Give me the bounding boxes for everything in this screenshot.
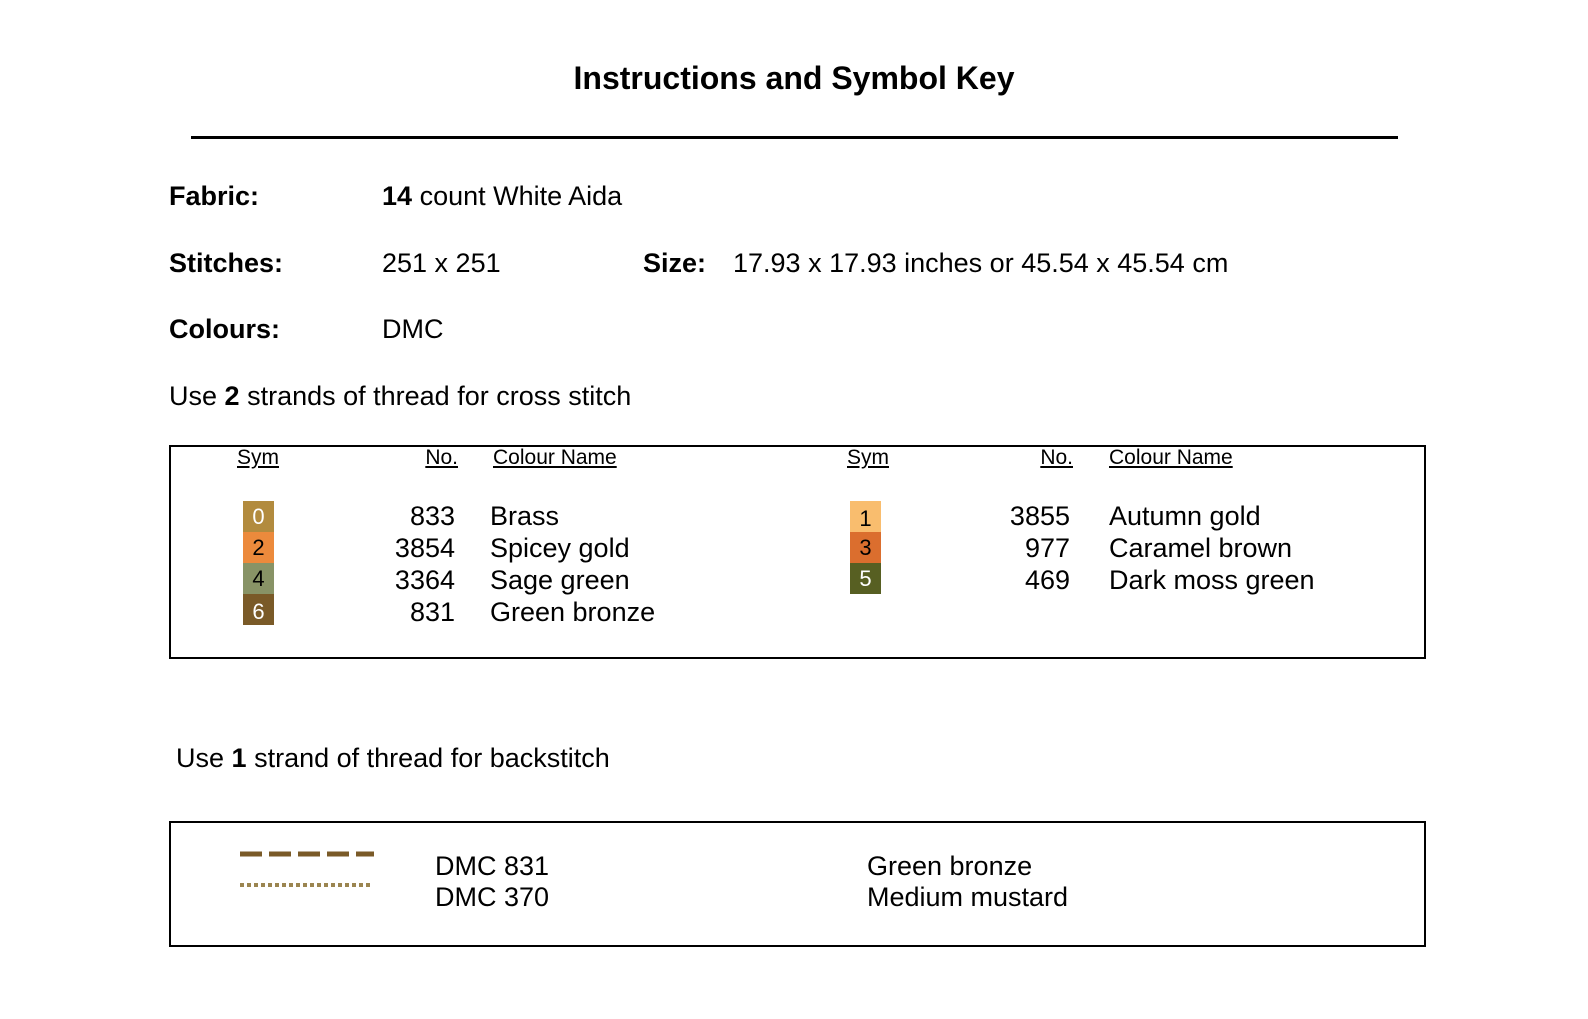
- page-title: Instructions and Symbol Key: [573, 60, 1015, 96]
- colour-swatch: 6: [243, 594, 274, 625]
- backstitch-strands: 1: [231, 743, 247, 773]
- right-name-header: Colour Name: [1109, 446, 1233, 469]
- right-colour-rows: [850, 501, 881, 594]
- cross-stitch-prefix: Use: [169, 381, 218, 411]
- left-colour-rows: [243, 501, 274, 625]
- colour-swatch: 2: [243, 532, 274, 563]
- fabric-text: count White Aida: [419, 181, 623, 211]
- colour-name: Autumn gold: [1109, 501, 1261, 531]
- left-name-header: Colour Name: [493, 446, 617, 469]
- colour-number: 831: [409, 597, 455, 627]
- backstitch-line-samples: [238, 845, 378, 895]
- fabric-label: Fabric:: [169, 181, 260, 211]
- colours-value: DMC: [382, 314, 444, 344]
- backstitch-instruction: [176, 743, 610, 774]
- colour-number: 833: [409, 501, 455, 531]
- right-sym-header: Sym: [847, 446, 889, 469]
- colour-swatch: 0: [243, 501, 274, 532]
- left-number-column: [355, 500, 455, 628]
- backstitch-prefix: Use: [176, 743, 225, 773]
- left-name-column: [490, 500, 655, 628]
- fabric-value: [382, 181, 622, 212]
- colour-swatch: 3: [850, 532, 881, 563]
- colour-name: Caramel brown: [1109, 533, 1293, 563]
- backstitch-name-column: [867, 851, 1068, 913]
- backstitch-dmc: DMC 370: [435, 882, 550, 912]
- backstitch-name: Green bronze: [867, 851, 1033, 881]
- colour-name: Brass: [490, 501, 560, 531]
- size-label: Size:: [643, 248, 707, 278]
- colour-number: 3364: [394, 565, 455, 595]
- backstitch-name: Medium mustard: [867, 882, 1069, 912]
- left-no-header: No.: [425, 446, 458, 469]
- colour-number: 3854: [394, 533, 455, 563]
- colour-number: 469: [1024, 565, 1070, 595]
- colour-swatch: 5: [850, 563, 881, 594]
- left-sym-header: Sym: [237, 446, 279, 469]
- colour-name: Dark moss green: [1109, 565, 1315, 595]
- title-divider: [191, 136, 1398, 139]
- colour-number: 977: [1024, 533, 1070, 563]
- right-no-header: No.: [1040, 446, 1073, 469]
- cross-stitch-strands: 2: [224, 381, 240, 411]
- colour-swatch: 4: [243, 563, 274, 594]
- fabric-count: 14: [382, 181, 413, 211]
- backstitch-dmc: DMC 831: [435, 851, 550, 881]
- size-value: 17.93 x 17.93 inches or 45.54 x 45.54 cm: [733, 248, 1229, 278]
- right-number-column: [970, 500, 1070, 596]
- colour-name: Spicey gold: [490, 533, 630, 563]
- stitches-label: Stitches:: [169, 248, 284, 278]
- stitches-value: 251 x 251: [382, 248, 501, 278]
- colours-label: Colours:: [169, 314, 280, 344]
- cross-stitch-instruction: [169, 381, 631, 412]
- colour-swatch: 1: [850, 501, 881, 532]
- backstitch-dmc-column: [435, 851, 549, 913]
- colour-name: Sage green: [490, 565, 630, 595]
- colour-name: Green bronze: [490, 597, 656, 627]
- colour-number: 3855: [1009, 501, 1070, 531]
- cross-stitch-suffix: strands of thread for cross stitch: [247, 381, 632, 411]
- right-name-column: [1109, 500, 1315, 596]
- backstitch-suffix: strand of thread for backstitch: [254, 743, 610, 773]
